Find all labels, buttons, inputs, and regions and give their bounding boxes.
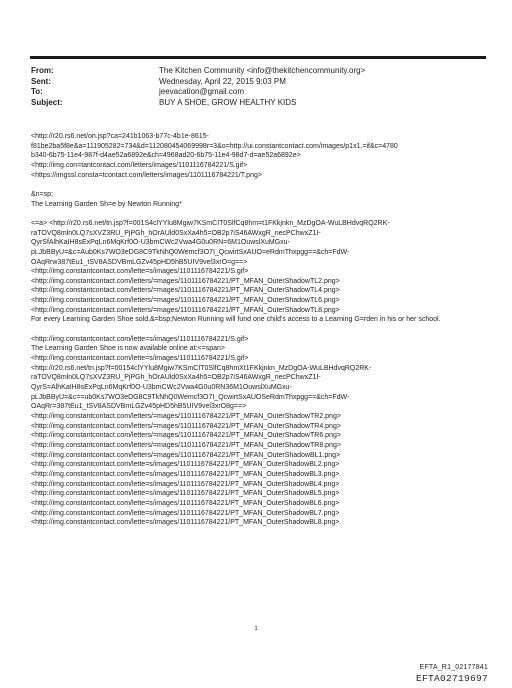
body-line: <http://img.constantcontact.com/letters/=mages/1101116784221/PT_MFAN_OuterShadowTR4.png> — [31, 422, 341, 430]
body-line: <http://img.constantcontact.com/letters/=mages/1101116784221/PT_MFAN_OuterShadowTR2.png> — [31, 412, 341, 420]
subject-row — [31, 98, 486, 109]
from-label: From: — [31, 66, 54, 75]
body-line: <http://img.constantcontact.com/letters/=mages/1101116784221/PT_MFAN_OuterShadowTL8.png> — [31, 306, 340, 314]
body-line: f81be2ba5f8e&a=111905282=734&d=112080454069998r=3&o=http://ui.constantcontact.com/images/p1x1.=if&c=4780 — [31, 142, 398, 150]
body-block-3 — [31, 219, 486, 316]
body-line: <http://img.constantcontact.com/lette=s/images/1101116784221/PT_MFAN_OuterShadowBL4.png> — [31, 480, 340, 488]
body-line: <http://img.constantcontact.com/letters/=mages/1101116784221/PT_MFAN_OuterShadowTR8.png> — [31, 441, 341, 449]
body-line: <http://img.constantcontact.com/letters/=mages/1101116784221/PT_MFAN_OuterShadowBL1.png> — [31, 451, 341, 459]
body-line: <http://img.constantcontact.com/lette=s/images/1101116784221/PT_MFAN_OuterShadowBL3.png> — [31, 470, 340, 478]
body-line: <http://img.constantcontact.com/lette=s/images/1101116784221/S.gif> — [31, 335, 249, 343]
sent-row — [31, 77, 486, 88]
body-line: OAqRrw387tEu1_tSV8ASDVBmLGZv45pHD5hB5UIV9vel3xrO=g==> — [31, 258, 248, 266]
body-line: QyrS=AlhKaIH8sExPqLn6MqKrf0O-U3bmCWc2Vwa4G0u0RN36M1OuwslXuMGxu- — [31, 384, 292, 392]
spacer — [31, 325, 486, 335]
body-line: <http://img.constantcontact.com/lette=s/images/1101116784221/PT_MFAN_OuterShadowBL8.png> — [31, 519, 340, 527]
body-line: <http://img.constantcontact.com/lette=s/images/1101116784221/PT_MFAN_OuterShadowBL7.png> — [31, 509, 340, 517]
body-line: <http://img.con=tantcontact.com/letters/images/1101116784221/S.gif> — [31, 161, 248, 169]
sent-label: Sent: — [31, 76, 51, 86]
body-line: QyrSfAlhKaIH8sExPqLn6MqKrf0O-U3bmCWc2Vwa4G0u0RN=6M1OuwslXuMGxu- — [31, 239, 290, 247]
body-line: <http://img.constantcontact.com/lette=s/images/1101116784221/PT_MFAN_OuterShadowBL6.png> — [31, 499, 340, 507]
body-line: b340-6b75-11e4-987f-d4ae52a6892e&ch=4968ad20-6b75-11e4-98d7-d=ae52a6892e> — [31, 152, 301, 160]
body-line: pLJbBByU=&c=Aub0Ks7WO3eDG8C9TkNhQ0Wemcf3O7I_QcwirtSxAUO=eRdmThxpgg==&ch=FdW- — [31, 248, 350, 256]
body-line: <http://r20.rs6.net/on.jsp?ca=241b1063-b77c-4b1e-8615- — [31, 133, 209, 140]
subject-label: Subject: — [31, 97, 63, 107]
bates-stamp-small: EFTA_R1_02177841 — [419, 664, 488, 671]
body-line: <https://imgssl.consta=tcontact.com/letters/images/1101116784221/T.png> — [31, 171, 262, 179]
body-block-1 — [31, 132, 486, 180]
body-line: <http://img.constantcontact.com/letters/=mages/1101116784221/PT_MFAN_OuterShadowTL4.png> — [31, 287, 340, 295]
body-line: <http://img.constantcontact.com/letters/=mages/1101116784221/PT_MFAN_OuterShadowTL6.png> — [31, 297, 340, 305]
body-line: <http://img.constantcontact.com/lette=s/images/1101116784221/PT_MFAN_OuterShadowBL5.png> — [31, 490, 340, 498]
body-line: The Learning Garden Shoe is now available online at:<=span> — [31, 345, 225, 353]
body-line: pLJbBByU=&c==ub0Ks7WO3eDG8C9TkNhQ0Wemcf3O7I_QcwirtSxAUOSeRdmThxpgg==&ch=FdW- — [31, 393, 350, 401]
bates-stamp-large: EFTA02719697 — [415, 673, 488, 684]
from-value: The Kitchen Community <info@thekitchencommunity.org> — [159, 66, 366, 75]
spacer — [31, 209, 486, 219]
body-block-4 — [31, 335, 486, 528]
to-label: To: — [31, 87, 43, 97]
body-line: <http://img.constantcontact.com/letters/=mages/1101116784221/PT_MFAN_OuterShadowTR6.png> — [31, 432, 341, 440]
body-block-2 — [31, 190, 486, 209]
spacer — [31, 180, 486, 190]
header-rule — [30, 56, 486, 59]
body-line: <http://r20.rs6.net/tn.jsp?f=00154clYYlu8Mgiw7KSmCIT0SlfCq8hmXt1FKkjnkn_MzDgOA-WuLBHdvqRQ2RK- — [31, 364, 372, 372]
email-body — [31, 132, 486, 528]
body-line: The Learning Garden Sh=e by Newton Running* — [31, 200, 182, 208]
to-row — [31, 87, 486, 98]
body-line: raTOVQ8mln0LQ7sXVZ3RU_PjPGh_hOrAUld0SxXa4h5=OB2p7iS46AWxgR_necPChwxZ1I- — [31, 229, 321, 237]
body-line: <http://img.constantcontact.com/letters/=mages/1101116784221/PT_MFAN_OuterShadowTL2.png> — [31, 277, 340, 285]
subject-value: BUY A SHOE, GROW HEALTHY KIDS — [159, 97, 297, 107]
body-line: <http://img.constantcontact.com/lette=s/images/1101116784221/S.gif> — [31, 355, 249, 363]
page-number: 1 — [254, 626, 258, 632]
to-value: jeevacation@gmail.com — [159, 87, 245, 97]
sent-value: Wednesday, April 22, 2015 9:03 PM — [159, 76, 286, 86]
from-row — [31, 66, 486, 77]
body-line: &n=sp; — [31, 190, 53, 198]
body-line: <http://img.constantcontact.com/lette=s/images/1101116784221/S.gif> — [31, 268, 249, 276]
email-header — [31, 66, 486, 108]
body-line: <=a> <http://r20.rs6.net/tn.jsp?f=001S4clYYlu8Mgiw7KSmCIT0SlfCq8hm=t1FKkjnkn_MzDgOA-WuLBHdvqRQ2RK- — [31, 219, 390, 227]
body-line: <http://img.constantcontact.com/lette=s/images/1101116784221/PT_MFAN_OuterShadowBL2.png> — [31, 461, 340, 469]
body-line: raTOVQ8mln0LQ7sXVZ3RU_PjPGh_hOrAUld0SxXa4h5=OB2p7iS46AWxgR_necPChwxZ1I- — [31, 374, 321, 382]
body-line: OAqRr=387tEu1_tSV8ASDVBmLGZv45pHD5hB5UIV9vel3xrO8g==> — [31, 403, 247, 411]
body-paragraph: For every Learning Garden Shoe sold,&=bsp;Newton Running will fund one child's access to a Learning G=rden in his or her school. — [31, 316, 441, 324]
